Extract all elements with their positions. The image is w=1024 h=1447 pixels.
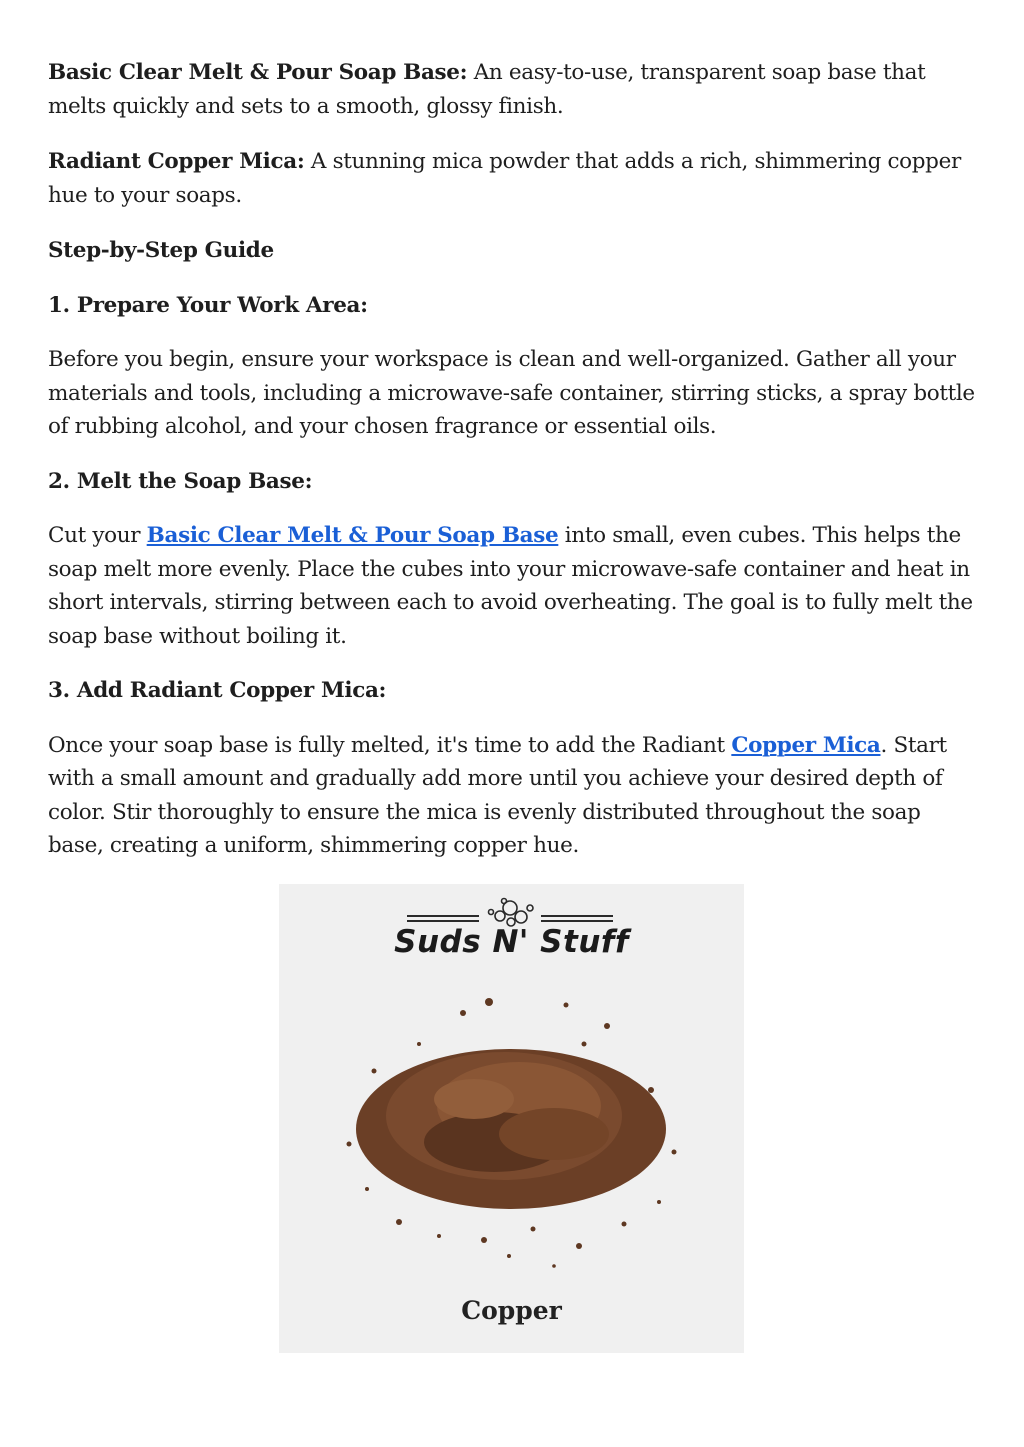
step2-heading: 2. Melt the Soap Base: <box>48 468 313 494</box>
step3-body <box>48 729 978 863</box>
step1-body: Before you begin, ensure your workspace is clean and well-organized. Gather all your materials and tools, including a microwave-safe container, stirring sticks, a spray bottle of rubbing alcohol, and your chosen fragrance or essential oils. <box>48 347 975 439</box>
copper-mica-term: Radiant Copper Mica: <box>48 149 305 174</box>
bubbles-icon <box>489 899 534 927</box>
step3-body-post: . Start with a small amount and gradually add more until you achieve your desired depth of color. Stir thoroughly to ensure the mica is evenly distributed throughout the soap base, creating a uniform, shimmering copper hue. <box>48 732 947 858</box>
step1-heading: 1. Prepare Your Work Area: <box>48 292 368 318</box>
copper-mica-product-image <box>279 884 744 1353</box>
intro-copper-mica <box>48 145 978 212</box>
step2-body <box>48 519 978 653</box>
product-caption: Copper <box>461 1296 562 1325</box>
step2-body-pre: Cut your <box>48 523 147 548</box>
copper-mica-link[interactable]: Copper Mica <box>731 732 881 758</box>
mica-powder-pile <box>356 1049 666 1209</box>
step2-body-post: into small, even cubes. This helps the soap melt more evenly. Place the cubes into your microwave-safe container and heat in short intervals, stirring between each to avoid overheating. The goal is to fully melt the soap base without boiling it. <box>48 523 973 649</box>
copper-mica-description: A stunning mica powder that adds a rich, shimmering copper hue to your soaps. <box>48 149 961 208</box>
intro-soap-base <box>48 56 978 123</box>
guide-title: Step-by-Step Guide <box>48 238 274 263</box>
soap-base-link[interactable]: Basic Clear Melt & Pour Soap Base <box>146 523 559 548</box>
step3-body-pre: Once your soap base is fully melted, it's time to add the Radiant <box>48 732 732 758</box>
brand-name: Suds N' Stuff <box>394 924 629 960</box>
soap-base-term: Basic Clear Melt & Pour Soap Base: <box>48 60 468 85</box>
step3-heading: 3. Add Radiant Copper Mica: <box>48 678 387 703</box>
document-body <box>48 56 978 863</box>
soap-base-description: An easy-to-use, transparent soap base that melts quickly and sets to a smooth, glossy finish. <box>48 60 926 119</box>
